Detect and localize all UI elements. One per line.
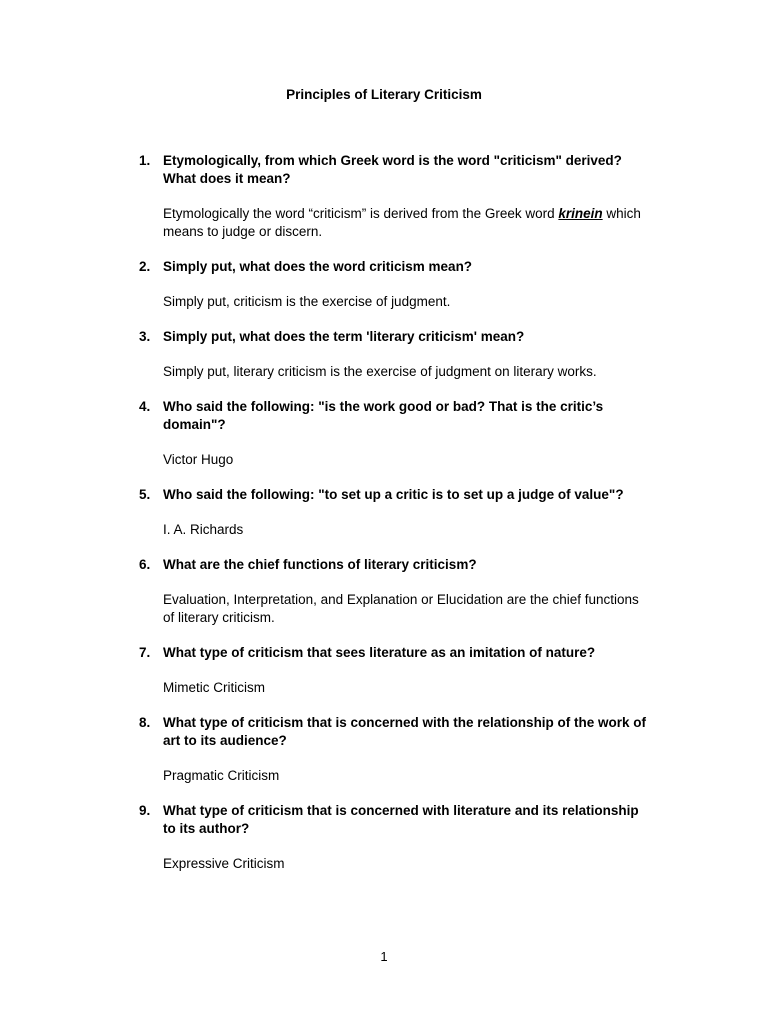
question-number: 1. (139, 153, 151, 168)
question-text: What type of criticism that sees literature as an imitation of nature? (163, 645, 596, 660)
qa-item (139, 398, 649, 469)
answer-text: I. A. Richards (163, 522, 244, 537)
question-number: 2. (139, 259, 151, 274)
question-number: 9. (139, 803, 151, 818)
answer-text: Evaluation, Interpretation, and Explanation or Elucidation are the chief functions of literary criticism. (163, 592, 639, 625)
question-number: 8. (139, 715, 151, 730)
qa-item (139, 802, 649, 873)
answer-text: Victor Hugo (163, 452, 234, 467)
question-text: Simply put, what does the term 'literary criticism' mean? (163, 329, 525, 344)
question-number: 3. (139, 329, 151, 344)
question-text: Who said the following: "to set up a critic is to set up a judge of value"? (163, 487, 624, 502)
answer-text: Simply put, criticism is the exercise of judgment. (163, 294, 451, 309)
qa-item (139, 258, 649, 311)
qa-item (139, 556, 649, 627)
qa-item (139, 152, 649, 241)
page-number: 1 (380, 949, 388, 964)
answer-text (163, 205, 649, 241)
question-text: What type of criticism that is concerned with the relationship of the work of art to its audience? (163, 715, 647, 748)
qa-item (139, 486, 649, 539)
answer-text: Expressive Criticism (163, 856, 285, 871)
qa-item (139, 714, 649, 785)
answer-text: Pragmatic Criticism (163, 768, 280, 783)
question-text: Etymologically, from which Greek word is the word "criticism" derived? What does it mean? (163, 153, 622, 186)
qa-item (139, 328, 649, 381)
question-text: What type of criticism that is concerned with literature and its relationship to its author? (163, 803, 639, 836)
question-number: 6. (139, 557, 151, 572)
page-title: Principles of Literary Criticism (286, 87, 482, 102)
qa-item (139, 644, 649, 697)
answer-text-before: Etymologically the word “criticism” is derived from the Greek word (163, 206, 559, 221)
qa-list (139, 152, 649, 873)
question-text: What are the chief functions of literary criticism? (163, 557, 477, 572)
question-text: Who said the following: "is the work good or bad? That is the critic’s domain"? (163, 399, 604, 432)
question-number: 5. (139, 487, 151, 502)
answer-text: Simply put, literary criticism is the exercise of judgment on literary works. (163, 364, 597, 379)
greek-keyword: krinein (558, 206, 603, 221)
answer-text: Mimetic Criticism (163, 680, 265, 695)
answer-text-after: which means to judge or discern. (163, 206, 641, 239)
question-text: Simply put, what does the word criticism mean? (163, 259, 473, 274)
question-number: 7. (139, 645, 151, 660)
question-number: 4. (139, 399, 151, 414)
